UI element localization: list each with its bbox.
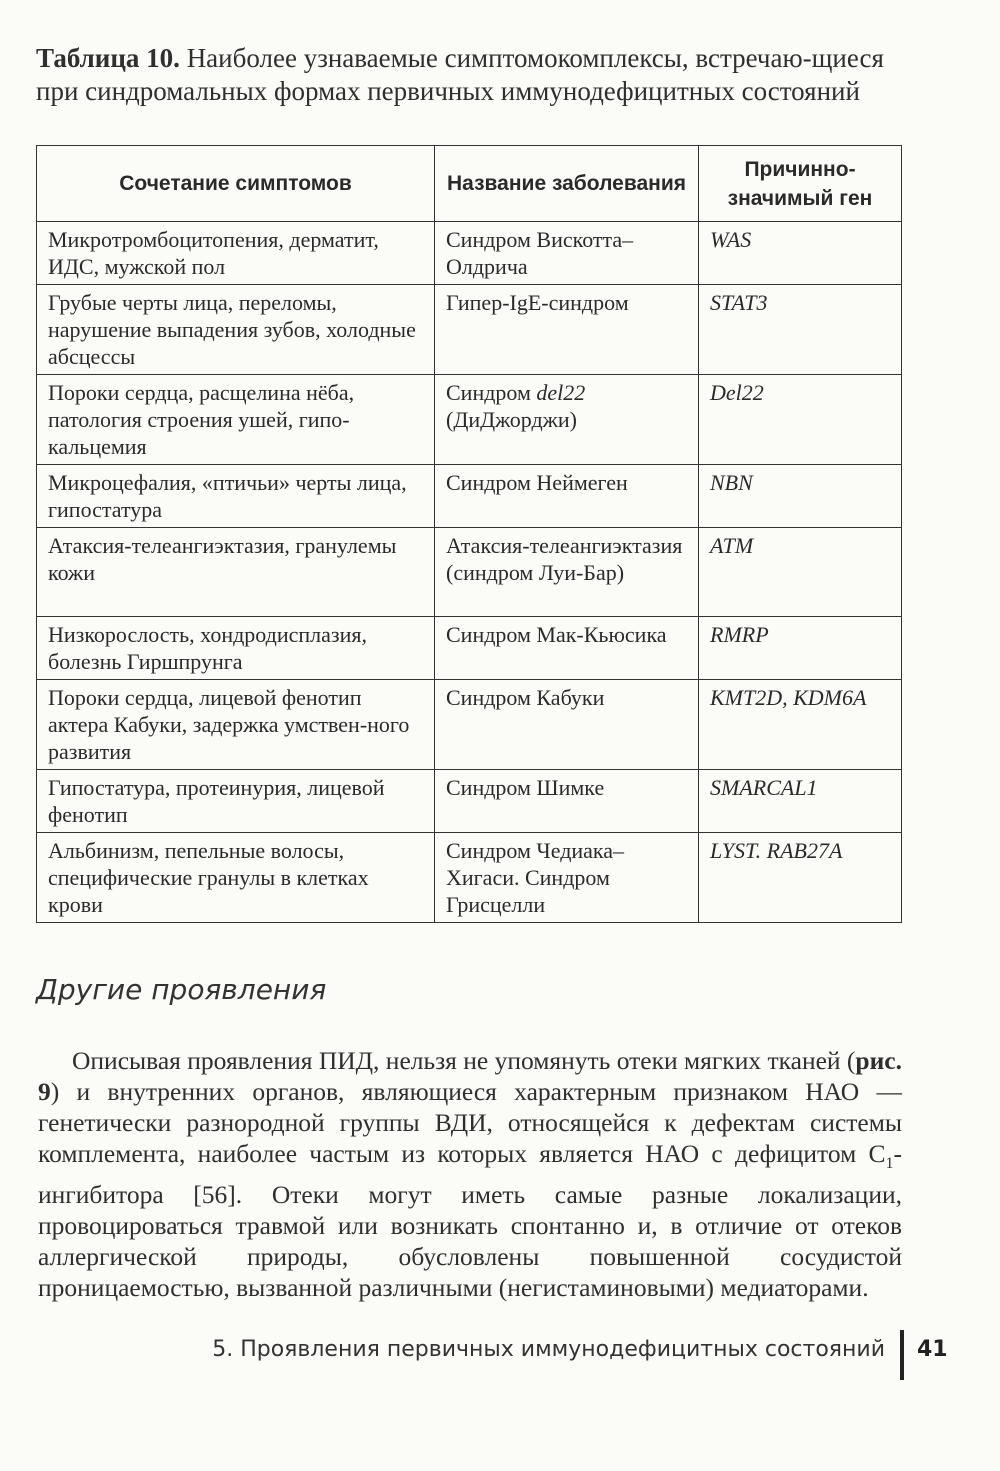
paragraph-text-3: -ингибитора [56]. Отеки могут иметь самые разные локализации, провоцироваться травмой или возникать спонтанно и, в отличие от отеков аллергической природы, обусловлены повышенной сосудистой проницаемостью, вызванной различными (негистаминовыми) медиаторами. xyxy=(38,1138,902,1302)
table-row xyxy=(37,285,902,375)
disease-cell: Синдром Вискотта–Олдрича xyxy=(435,222,699,285)
disease-cell: Синдром Чедиака–Хигаси. Синдром Грисцелли xyxy=(435,833,699,923)
syndromes-table xyxy=(36,145,902,923)
disease-italic: del22 xyxy=(536,380,586,405)
symptoms-cell: Низкорослость, хондродисплазия, болезнь Гиршпрунга xyxy=(37,617,435,680)
gene-cell: SMARCAL1 xyxy=(699,770,902,833)
symptoms-cell: Микротромбоцитопения, дерматит, ИДС, мужской пол xyxy=(37,222,435,285)
table-row xyxy=(37,222,902,285)
table-row xyxy=(37,465,902,528)
running-footer: 5. Проявления первичных иммунодефицитных состояний xyxy=(212,1337,885,1362)
paragraph-text-1: Описывая проявления ПИД, нельзя не упомянуть отеки мягких тканей ( xyxy=(72,1045,856,1075)
header-disease: Название заболевания xyxy=(435,146,699,222)
gene-cell: ATM xyxy=(699,528,902,617)
disease-prefix: Синдром xyxy=(446,380,537,405)
disease-cell: Синдром Мак-Кьюсика xyxy=(435,617,699,680)
symptoms-cell: Гипостатура, протеинурия, лицевой фенотип xyxy=(37,770,435,833)
gene-cell: STAT3 xyxy=(699,285,902,375)
disease-cell xyxy=(435,375,699,465)
table-row xyxy=(37,617,902,680)
subscript: 1 xyxy=(885,1154,894,1172)
symptoms-cell: Микроцефалия, «птичьи» черты лица, гипостатура xyxy=(37,465,435,528)
section-heading: Другие проявления xyxy=(36,973,327,1006)
table-row xyxy=(37,833,902,923)
disease-cell: Гипер-IgE-синдром xyxy=(435,285,699,375)
symptoms-cell: Грубые черты лица, переломы, нарушение выпадения зубов, холодные абсцессы xyxy=(37,285,435,375)
symptoms-cell: Пороки сердца, расщелина нёба, патология строения ушей, гипо-кальцемия xyxy=(37,375,435,465)
figure-reference: рис. 9 xyxy=(38,1045,902,1106)
gene-cell: NBN xyxy=(699,465,902,528)
disease-cell: Синдром Шимке xyxy=(435,770,699,833)
disease-suffix: (ДиДжорджи) xyxy=(446,407,577,432)
table-caption-label: Таблица 10. xyxy=(36,43,180,73)
gene-cell: RMRP xyxy=(699,617,902,680)
body-paragraph xyxy=(38,1045,902,1303)
page-number: 41 xyxy=(917,1337,948,1362)
table-caption xyxy=(36,42,916,108)
paragraph-text-2: ) и внутренних органов, являющиеся характерным признаком НАО — генетически разнородной группы ВДИ, относящейся к дефектам системы комплемента, наиболее частым из которых является НАО с дефицитом С xyxy=(38,1076,902,1168)
header-gene: Причинно-значимый ген xyxy=(699,146,902,222)
header-symptoms: Сочетание симптомов xyxy=(37,146,435,222)
disease-cell: Синдром Неймеген xyxy=(435,465,699,528)
disease-cell: Синдром Кабуки xyxy=(435,680,699,770)
disease-cell: Атаксия-телеангиэктазия (синдром Луи-Бар) xyxy=(435,528,699,617)
gene-cell: WAS xyxy=(699,222,902,285)
symptoms-cell: Атаксия-телеангиэктазия, гранулемы кожи xyxy=(37,528,435,617)
footer-divider xyxy=(900,1330,904,1380)
table-caption-text: Наиболее узнаваемые симптомокомплексы, встречаю-щиеся при синдромальных формах первичных иммунодефицитных состояний xyxy=(36,43,884,106)
gene-cell: Del22 xyxy=(699,375,902,465)
table-row xyxy=(37,528,902,617)
symptoms-cell: Пороки сердца, лицевой фенотип актера Кабуки, задержка умствен-ного развития xyxy=(37,680,435,770)
symptoms-cell: Альбинизм, пепельные волосы, специфические гранулы в клетках крови xyxy=(37,833,435,923)
table-row xyxy=(37,375,902,465)
gene-cell: LYST. RAB27A xyxy=(699,833,902,923)
table-row xyxy=(37,680,902,770)
table-row xyxy=(37,770,902,833)
gene-cell: KMT2D, KDM6A xyxy=(699,680,902,770)
table-header-row xyxy=(37,146,902,222)
